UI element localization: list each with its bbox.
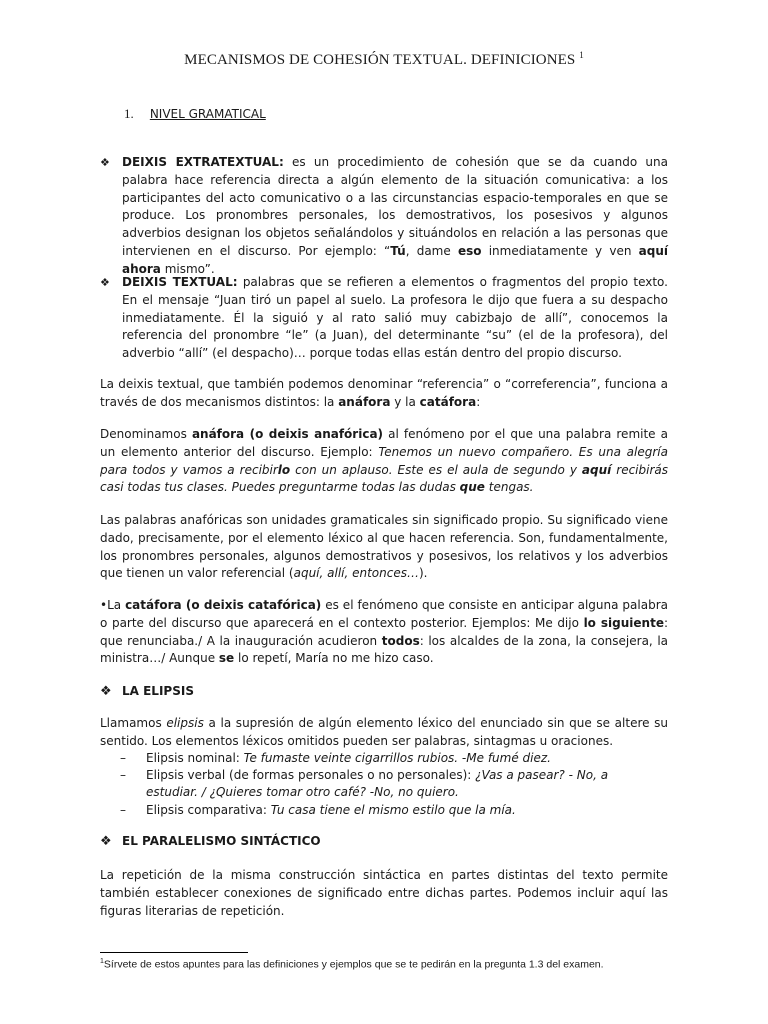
paragraph-anafora: Denominamos anáfora (o deixis anafórica) al fenómeno por el que una palabra remite a un elemento anterior del discurso. Ejemplo: Tenemos un nuevo compañero. Es una alegría para todos y vamos a recibirlo con un aplauso. Este es el aula de segundo y aquí recibirás casi todas tus clases. Puedes preguntarme todas las dudas que tengas.: [100, 427, 669, 495]
term-deixis-extratextual: DEIXIS EXTRATEXTUAL:: [122, 155, 284, 169]
footnote-separator: [100, 952, 248, 953]
diamond-bullet-icon: ❖: [100, 684, 112, 699]
heading-elipsis: ❖ LA ELIPSIS: [100, 684, 194, 699]
paragraph-catafora: •La catáfora (o deixis catafórica) es el fenómeno que consiste en anticipar alguna palabra o parte del discurso que aparecerá en el contexto posterior. Ejemplos: Me dijo lo siguiente: que renunciaba./ A la inauguración acudieron todos: los alcaldes de la zona, la consejera, la ministra…/ Aunque se lo repetí, María no me hizo caso.: [100, 598, 669, 666]
list-item: – Elipsis verbal (de formas personales o no personales): ¿Vas a pasear? - No, a estudiar. / ¿Quieres tomar otro café? -No, no quiero.: [120, 768, 609, 800]
paragraph-elipsis: Llamamos elipsis a la supresión de algún elemento léxico del enunciado sin que se altere su sentido. Los elementos léxicos omitidos pueden ser palabras, sintagmas u oraciones.: [100, 716, 668, 748]
paragraph-palabras-anaforicas: Las palabras anafóricas son unidades gramaticales sin significado propio. Su significado viene dado, precisamente, por el elemento léxico al que hacen referencia. Son, fundamentalmente, los pronombres personales, algunos demostrativos y posesivos, los relativos y los adverbios que tienen un valor referencial (aquí, allí, entonces…).: [100, 513, 668, 581]
elipsis-list: [120, 750, 660, 819]
paragraph-paralelismo: La repetición de la misma construcción sintáctica en partes distintas del texto permite también establecer conexiones de significado entre dichas partes. Podemos incluir aquí las figuras literarias de repetición.: [100, 868, 668, 918]
section-level-heading: [124, 106, 266, 122]
title-footnote-ref: 1: [579, 50, 584, 60]
deixis-textual-item: ❖ DEIXIS TEXTUAL: palabras que se refieren a elementos o fragmentos del propio texto. En el mensaje “Juan tiró un papel al suelo. La profesora le dijo que fuera a su despacho inmediatamente. Él la siguió y al rato salió muy cabizbajo de allí”, conocemos la referencia del pronombre “le” (a Juan), del determinante “su” (el de la profesora), del adverbio “allí” (el despacho)… porque todas ellas están dentro del propio discurso.: [100, 275, 668, 361]
dot-bullet-icon: •: [100, 598, 108, 612]
deixis-extratextual-item: ❖ DEIXIS EXTRATEXTUAL: es un procedimiento de cohesión que se da cuando una palabra hace referencia directa a algún elemento de la situación comunicativa: a los participantes del acto comunicativo o a las circunstancias espacio-temporales en que se produce. Los pronombres personales, los demostrativos, los posesivos y algunos adverbios designan los objetos señalándolos y situándolos en relación a las personas que intervienen en el discurso. Por ejemplo: “Tú, dame eso inmediatamente y ven aquí ahora mismo”.: [100, 155, 668, 276]
heading-paralelismo: ❖ EL PARALELISMO SINTÁCTICO: [100, 834, 321, 849]
diamond-bullet-icon: ❖: [100, 276, 110, 289]
diamond-bullet-icon: ❖: [100, 156, 110, 169]
footnote: $^1$Sírvete de estos apuntes para las definiciones y ejemplos que se te pedirán en la pregunta 1.3 del examen.: [100, 958, 604, 971]
list-item: – Elipsis comparativa: Tu casa tiene el mismo estilo que la mía.: [120, 802, 516, 817]
paragraph-deixis-textual: La deixis textual, que también podemos denominar “referencia” o “correferencia”, funciona a través de dos mecanismos distintos: la anáfora y la catáfora:: [100, 377, 668, 409]
page-title: MECANISMOS DE COHESIÓN TEXTUAL. DEFINICIONES $^1$: [184, 50, 584, 68]
level-number: 1.: [124, 106, 134, 121]
level-label: NIVEL GRAMATICAL: [149, 107, 266, 121]
diamond-bullet-icon: ❖: [100, 834, 112, 849]
term-deixis-textual: DEIXIS TEXTUAL:: [122, 275, 238, 289]
list-item: – Elipsis nominal: Te fumaste veinte cigarrillos rubios. -Me fumé diez.: [120, 751, 551, 765]
